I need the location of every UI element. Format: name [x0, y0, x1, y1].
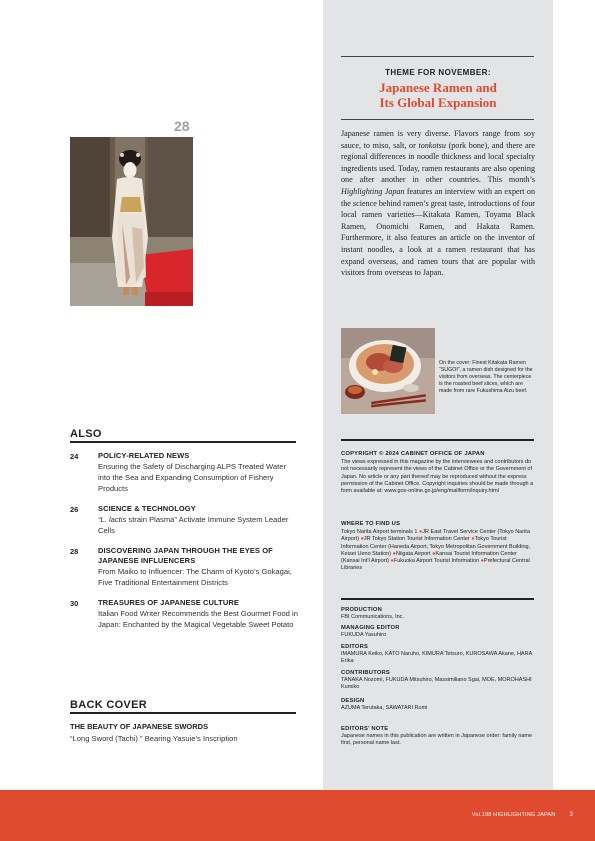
also-item-category: DISCOVERING JAPAN THROUGH THE EYES OF JAPANESE INFLUENCERS: [98, 546, 273, 565]
where-location: Tokyo Narita Airport terminals 1: [341, 529, 419, 535]
also-item-category: SCIENCE & TECHNOLOGY: [98, 504, 196, 513]
where-heading: WHERE TO FIND US: [341, 521, 401, 527]
theme-title-line-1: Japanese Ramen and: [379, 80, 497, 95]
where-location: Niigata Airport: [396, 550, 433, 557]
cover-ramen-photo[interactable]: [341, 328, 435, 414]
theme-label: THEME FOR NOVEMBER:: [385, 68, 491, 77]
theme-title-line-2: Its Global Expansion: [379, 95, 497, 110]
theme-description: [341, 128, 535, 279]
theme-text-italic: tonkotsu: [418, 140, 446, 150]
copyright-text: The views expressed in this magazine by the interviewees and contributors do not necessarily represent the views of the Cabinet Office or the Government of Japan. No article or any part thereof may be reproduced without the express permission of the Cabinet Office. Copyright inquiries should be made through a form available at: www.gov-online.go.jp/eng/mailform/inquiry.html: [341, 459, 534, 495]
also-item-page: 26: [70, 505, 79, 514]
also-heading: ALSO: [70, 428, 102, 440]
contributors-heading: CONTRIBUTORS: [341, 670, 390, 676]
copyright-heading: COPYRIGHT © 2024 CABINET OFFICE OF JAPAN: [341, 451, 485, 457]
bullet-icon: ●: [471, 536, 475, 543]
bullet-icon: ●: [480, 558, 484, 565]
back-cover-category: THE BEAUTY OF JAPANESE SWORDS: [70, 722, 209, 731]
also-divider: [70, 441, 296, 443]
editors-heading: EDITORS: [341, 644, 369, 650]
credits-rule: [341, 598, 534, 600]
also-item-description: [98, 514, 298, 536]
editors-text: IMAMURA Keiko, KATO Naruho, KIMURA Tetsuro, KUROSAWA Akane, HARA Erika: [341, 651, 532, 665]
also-item[interactable]: [70, 504, 298, 536]
managing-editor-text: FUKUDA Yasuhiro: [341, 632, 387, 638]
also-item-description-italic: “L. lactis: [98, 515, 127, 524]
also-item[interactable]: [70, 451, 298, 494]
where-location: JR East Travel Service Center (Tokyo Narita Airport): [341, 529, 530, 543]
where-location: Tokyo Tourist Information Center (Haneda Airport, Tokyo Metropolitan Government Building, Keisei Ueno Station): [341, 536, 531, 557]
bullet-icon: ●: [432, 550, 436, 557]
footer-band: [0, 790, 595, 841]
footer-page-number: 3: [569, 812, 573, 818]
back-cover-heading: BACK COVER: [70, 699, 147, 711]
where-location: Fukuoka Airport Tourist Information: [393, 558, 481, 565]
managing-editor-heading: MANAGING EDITOR: [341, 625, 400, 631]
bullet-icon: ●: [418, 529, 423, 535]
also-list: [70, 451, 298, 640]
where-location: Prefectural Central Libraries: [341, 558, 530, 572]
theme-title: [323, 80, 553, 110]
also-item-description: Italian Food Writer Recommends the Best Gourmet Food in Japan: Enchanted by the Magical Vegetable Sweet Potato: [98, 609, 298, 629]
also-item-category: POLICY-RELATED NEWS: [98, 451, 190, 460]
production-text: FBI Communications, Inc.: [341, 614, 404, 620]
theme-text-italic: Highlighting Japan: [341, 186, 405, 196]
production-heading: PRODUCTION: [341, 607, 382, 613]
copyright-rule: [341, 439, 534, 441]
maiko-photo[interactable]: [70, 137, 193, 306]
editors-note-text: Japanese names in this publication are written in Japanese order: family name first, personal name last.: [341, 733, 533, 747]
editors-note-heading: EDITORS’ NOTE: [341, 726, 389, 732]
footer-publication: Vol.198 HIGHLIGHTING JAPAN: [471, 812, 556, 818]
theme-text-part: Japanese ramen is very diverse. Flavors range from soy sauce, to miso, salt, or: [341, 129, 535, 150]
design-text: AZUMA Terutaka, SAWATARI Rumi: [341, 705, 428, 711]
cover-caption: On the cover: Finest Kitakata Ramen “SUGOI”, a ramen dish designed for the visitors from overseas. The centerpiece is the roasted beef slices, which are made from rare Fukushima Aizu beef.: [439, 360, 533, 394]
back-cover-description: “Long Sword (Tachi) ” Bearing Yasuie’s Inscription: [70, 734, 238, 743]
where-location: JR Tokyo Station Tourist Information Center: [363, 536, 472, 543]
also-item[interactable]: [70, 598, 298, 630]
theme-text-part: features an interview with an expert on the science behind ramen’s great taste, introductions of four local ramen varieties—Kitakata Ramen, Toyama Black Ramen, Onomichi Ramen, and Hakata Ramen. Furthermore, it also features an article on the inventor of instant noodles, a look at a ramen restaurant that has expand overseas, and ramen tours that are popular with visitors from overseas to Japan.: [341, 186, 535, 278]
back-cover-divider: [70, 712, 296, 714]
where-locations: [341, 529, 535, 573]
also-item-category: TREASURES OF JAPANESE CULTURE: [98, 598, 239, 607]
also-item[interactable]: [70, 546, 298, 588]
also-item-page: 28: [70, 547, 79, 556]
bullet-icon: ●: [360, 536, 364, 543]
theme-top-rule: [341, 56, 534, 57]
also-item-page: 24: [70, 452, 79, 461]
contributors-text: TANAKA Nozomi, FUKUDA Mitsuhiro, Massimiliano Sgai, MOE, MOROHASHI Kumiko: [341, 677, 532, 691]
also-item-page: 30: [70, 599, 79, 608]
also-item-description-rest: strain Plasma” Activate Immune System Leader Cells: [98, 515, 289, 535]
also-item-description: Ensuring the Safety of Discharging ALPS Treated Water into the Sea and Expanding Consumption of Fishery Products: [98, 462, 286, 493]
theme-text-part: (pork bone), and there are regional differences in noodle thickness and local specialty ingredients used. Today, ramen restaurants are also opening one after another in other countries. This month’s: [341, 140, 535, 185]
photo-page-number: 28: [174, 118, 190, 134]
bullet-icon: ●: [392, 550, 396, 557]
footer-info: [472, 812, 573, 818]
bullet-icon: ●: [390, 558, 394, 565]
theme-bottom-rule: [341, 119, 534, 120]
maiko-illustration: [70, 137, 193, 306]
where-location: Kansai Tourist Information Center (Kansai Int’l Airport): [341, 550, 517, 565]
ramen-illustration: [341, 328, 435, 414]
design-heading: DESIGN: [341, 698, 365, 704]
also-item-description: From Maiko to Influencer: The Charm of Kyoto’s Gokagai, Five Traditional Entertainment Districts: [98, 567, 292, 587]
